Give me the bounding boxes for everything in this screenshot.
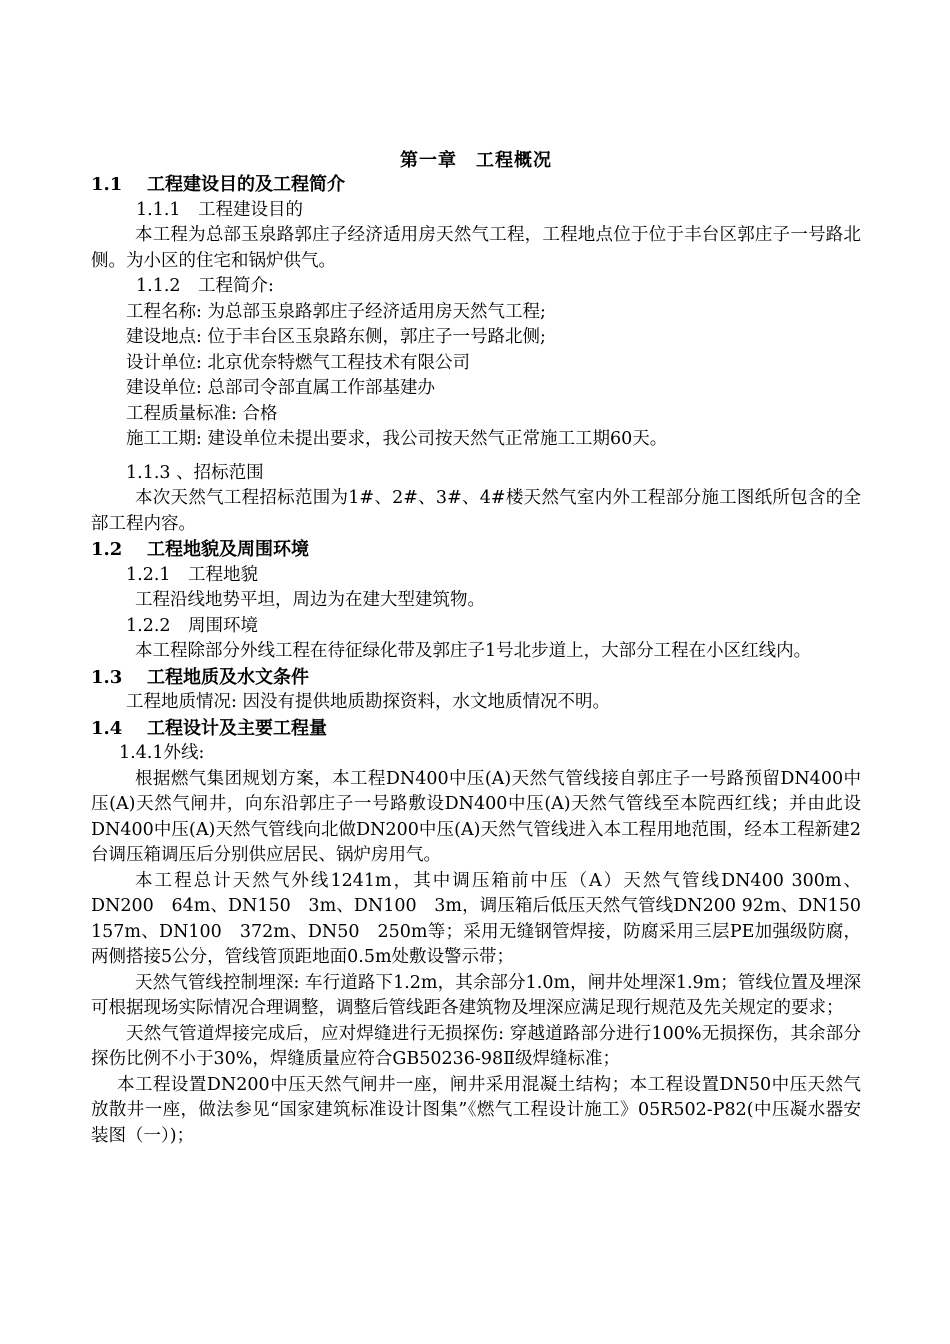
paragraph-1-3: 工程地质情况: 因没有提供地质勘探资料，水文地质情况不明。 [126,692,610,712]
section-heading-1-4 [91,716,861,742]
section-number: 1.4 [91,717,123,739]
section-number: 1.3 [91,666,123,688]
subsection-heading-1-2-1: 1.2.1 工程地貌 [126,564,259,585]
subsection-heading-1-4-1: 1.4.1外线: [119,743,205,763]
document-flow [91,172,879,1149]
section-heading-1-2 [91,537,861,563]
section-title: 工程地貌及周围环境 [147,539,309,560]
paragraph-1-4-1-b: 本工程总计天然气外线1241m，其中调压箱前中压（A）天然气管线DN400 300m、DN200 64m、DN150 3m、DN100 3m，调压箱后低压天然气管线DN200 92m、DN150 157m、DN100 372m、DN50 250m等；采用无缝钢管焊接，防腐采用三层PE加强级防腐，两侧搭接5公分，管线管顶距地面0.5m处敷设警示带； [91,870,879,967]
section-number: 1.1 [91,174,123,195]
paragraph-1-2-1: 工程沿线地势平坦，周边为在建大型建筑物。 [135,590,485,610]
paragraph-1-4-1-a: 根据燃气集团规划方案，本工程DN400中压(A)天然气管线接自郭庄子一号路预留DN400中压(A)天然气闸井，向东沿郭庄子一号路敷设DN400中压(A)天然气管线至本院西红线；并由此设DN400中压(A)天然气管线向北做DN200中压(A)天然气管线进入本工程用地范围，经本工程新建2台调压箱调压后分别供应居民、锅炉房用气。 [91,768,861,865]
section-heading-1-1 [91,172,861,198]
subsection-heading-1-2-2: 1.2.2 周围环境 [126,615,259,636]
section-heading-1-3 [91,665,861,691]
section-title: 工程地质及水文条件 [147,666,309,688]
field-site-location: 建设地点: 位于丰台区玉泉路东侧，郭庄子一号路北侧; [126,327,546,347]
field-project-name: 工程名称: 为总部玉泉路郭庄子经济适用房天然气工程; [126,301,546,322]
field-construction-period: 施工工期: 建设单位未提出要求，我公司按天然气正常施工工期60天。 [126,429,668,449]
section-number: 1.2 [91,539,123,560]
paragraph-1-1-1: 本工程为总部玉泉路郭庄子经济适用房天然气工程，工程地点位于位于丰台区郭庄子一号路北侧。为小区的住宅和锅炉供气。 [91,225,861,271]
field-quality-standard: 工程质量标准: 合格 [126,403,278,424]
chapter-title: 第一章 工程概况 [400,150,552,171]
paragraph-1-4-1-e: 本工程设置DN200中压天然气闸井一座，闸井采用混凝土结构；本工程设置DN50中压天然气放散井一座，做法参见“国家建筑标准设计图集”《燃气工程设计施工》05R502-P82(中压凝水器安装图（一）)； [91,1074,861,1146]
subsection-heading-1-1-1: 1.1.1 工程建设目的 [136,199,304,220]
paragraph-1-4-1-c: 天然气管线控制埋深: 车行道路下1.2m，其余部分1.0m，闸井处埋深1.9m；管线位置及埋深可根据现场实际情况合理调整，调整后管线距各建筑物及埋深应满足现行规范及先关规定的要求； [91,972,861,1018]
paragraph-1-2-2: 本工程除部分外线工程在待征绿化带及郭庄子1号北步道上，大部分工程在小区红线内。 [135,641,812,661]
subsection-heading-1-1-3: 1.1.3 、招标范围 [126,462,264,483]
spacer [91,453,861,461]
subsection-heading-1-1-2: 1.1.2 工程简介: [136,276,274,296]
section-title: 工程设计及主要工程量 [147,717,327,739]
paragraph-1-1-3: 本次天然气工程招标范围为1#、2#、3#、4#楼天然气室内外工程部分施工图纸所包含的全部工程内容。 [91,488,861,534]
paragraph-1-4-1-d: 天然气管道焊接完成后，应对焊缝进行无损探伤: 穿越道路部分进行100%无损探伤，其余部分探伤比例不小于30%，焊缝质量应符合GB50236-98Ⅱ级焊缝标准； [91,1023,861,1069]
field-construction-unit: 建设单位: 总部司令部直属工作部基建办 [126,378,435,398]
field-design-unit: 设计单位: 北京优奈特燃气工程技术有限公司 [126,352,470,373]
section-title: 工程建设目的及工程简介 [147,174,345,195]
